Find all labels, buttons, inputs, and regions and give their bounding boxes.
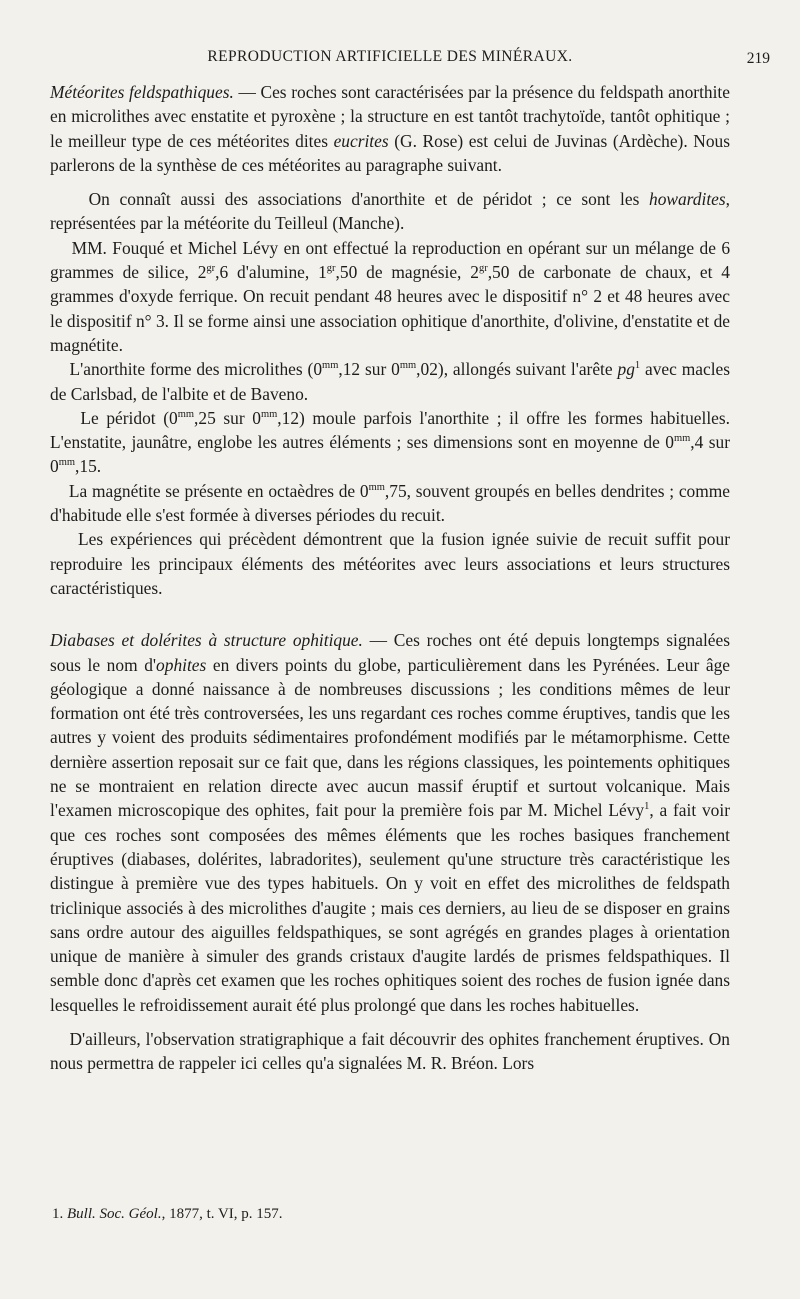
paragraph-stratigraphie: D'ailleurs, l'observation stratigraphique a fait découvrir des ophites franchement éruptives. On nous permettra de rappeler ici celles qu'a signalées M. R. Bréon. Lors (50, 1028, 731, 1074)
section-title-meteorites: Météorites feldspathiques. (50, 82, 234, 102)
body-text (50, 80, 730, 1076)
paragraph-diabases: Diabases et dolérites à structure ophitique. — Ces roches ont été depuis longtemps signalées sous le nom d'ophites en divers points du globe, particulièrement dans les Pyrénées. Leur âge géologique a donné naissance à de nombreuses discussions ; les conditions mêmes de leur formation ont été très controversées, les uns regardant ces roches comme éruptives, tandis que les autres y voient des produits sédimentaires profondément modifiés par le métamorphisme. Cette dernière assertion reposait sur ce fait que, dans les régions classiques, les pointements ophitiques ne se montraient en relation directe avec aucun massif éruptif et surtout volcanique. Mais l'examen microscopique des ophites, fait pour la première fois par M. Michel Lévy$^1$, a fait voir que ces roches sont composées des mêmes éléments que les roches basiques franchement éruptives (diabases, dolérites, labradorites), seulement qu'une structure très caractéristique les distingue à première vue des types habituels. On y voit en effet des microlithes de feldspath triclinique associés à des microlithes d'augite ; mais ces derniers, au lieu de se disposer en grains sans ordre autour des aiguilles feldspathiques, se sont agrégés en grandes plages à orientation unique de manière à simuler des grands cristaux d'augite lardés de prismes feldspathiques. Il semble donc d'après cet examen que les roches ophitiques soient des roches de fusion ignée dans lesquelles le refroidissement aurait été plus prolongé que dans les roches habituelles. (50, 630, 730, 1015)
paragraph-meteorites-feldspathiques: Météorites feldspathiques. — Ces roches sont caractérisées par la présence du feldspath anorthite en microlithes avec enstatite et pyroxène ; la structure en est tantôt trachytoïde, tantôt ophitique ; le meilleur type de ces météorites dites eucrites (G. Rose) est celui de Juvinas (Ardèche). Nous parlerons de la synthèse de ces météorites au paragraphe suivant. (50, 82, 730, 175)
paragraph-howardites: On connaît aussi des associations d'anorthite et de péridot ; ce sont les howardites, représentées par la météorite du Teilleul (Manche). (50, 189, 731, 234)
footnote-source: Bull. Soc. Géol. (67, 1206, 162, 1222)
section-title-diabases: Diabases et dolérites à structure ophitique. (50, 630, 363, 651)
footnote-ref[interactable]: 1 (644, 801, 650, 813)
page-number: 219 (746, 50, 770, 67)
paragraph-magnetite: La magnétite se présente en octaèdres de $0^{mm},75$, souvent groupés en belles dendrites ; comme d'habitude elle s'est formée à diverses périodes du recuit. (50, 480, 731, 526)
footnote-number: 1. (52, 1206, 64, 1222)
paragraph-reproduction: MM. Fouqué et Michel Lévy en ont effectué la reproduction en opérant sur un mélange de 6 grammes de silice, $2^{gr},6$ d'alumine, $1^{gr},50$ de magnésie, $2^{gr},50$ de carbonate de chaux, et 4 grammes d'oxyde ferrique. On recuit pendant 48 heures avec le dispositif n° 2 et 48 heures avec le dispositif n° 3. Il se forme ainsi une association ophitique d'anorthite, d'olivine, d'enstatite et de magnétite. (50, 237, 731, 355)
footnote-details: , 1877, t. VI, p. 157. (161, 1206, 283, 1222)
paragraph-experiences: Les expériences qui précèdent démontrent que la fusion ignée suivie de recuit suffit pour reproduire les principaux éléments des météorites avec leurs associations et leurs structures caractéristiques. (50, 529, 730, 598)
running-title: REPRODUCTION ARTIFICIELLE DES MINÉRAUX. (207, 48, 573, 65)
paragraph-anorthite: L'anorthite forme des microlithes ($0^{mm},12$ sur $0^{mm},02$), allongés suivant l'arête $pg^1$ avec macles de Carlsbad, de l'albite et de Baveno. (50, 359, 731, 404)
running-header (50, 48, 770, 72)
paragraph-peridot: Le péridot ($0^{mm},25$ sur $0^{mm},12$) moule parfois l'anorthite ; il offre les formes habituelles. L'enstatite, jaunâtre, englobe les autres éléments ; ses dimensions sont en moyenne de $0^{mm},4$ sur $0^{mm},15$. (50, 407, 730, 477)
footnote (52, 1206, 730, 1223)
